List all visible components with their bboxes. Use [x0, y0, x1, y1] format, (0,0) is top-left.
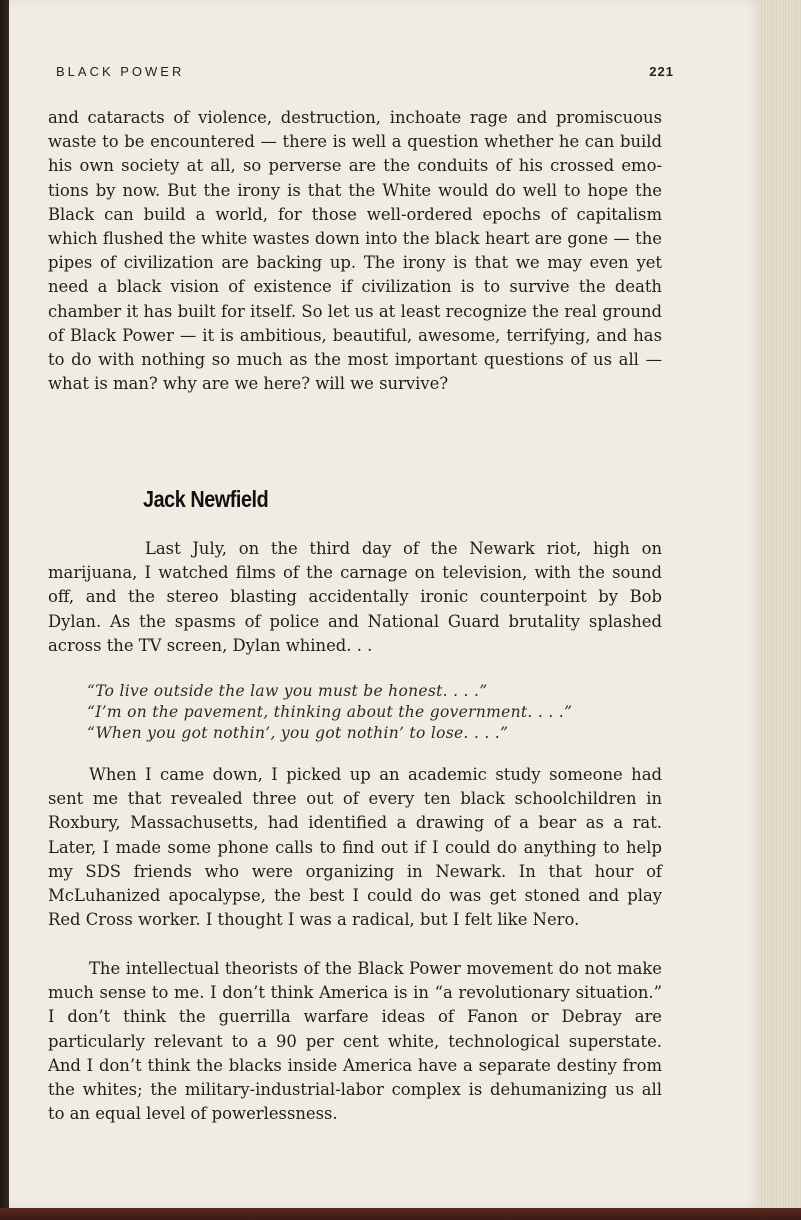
verse-quote — [87, 681, 647, 744]
book-cover-edge — [0, 1208, 801, 1220]
page-edges — [761, 0, 801, 1212]
verse-line: “When you got nothin’, you got nothin’ to lose. . . .” — [87, 724, 509, 742]
continuation-paragraph: and cataracts of violence, destruction, inchoate rage and promiscuous waste to be encountered — there is well a question whether he can build his own society at all, so perverse are the conduits of his crossed emotions by now. But the irony is that the White would do well to hope the Black can build a world, for those well-ordered epochs of capitalism which flushed the white wastes down into the black heart are gone — the pipes of civilization are backing up. The irony is that we may even yet need a black vision of existence if civilization is to survive the death chamber it has built for itself. So let us at least recognize the real ground of Black Power — it is ambitious, beautiful, awesome, terrifying, and has to do with nothing so much as the most important questions of us all — what is man? why are we here? will we survive? — [48, 108, 662, 394]
book-binding — [0, 0, 9, 1220]
body-paragraph: Last July, on the third day of the Newark riot, high on marijuana, I watched films of the carnage on television, with the sound off, and the stereo blasting accidentally ironic counterpoint by Bob Dylan. As the spasms of police and National Guard brutality splashed across the TV screen, Dylan whined. . . — [48, 539, 662, 655]
section-author-heading: Jack Newfield — [143, 486, 269, 512]
verse-line: “To live outside the law you must be honest. . . .” — [87, 682, 488, 700]
body-paragraph: The intellectual theorists of the Black Power movement do not make much sense to me. I don’t think America is in “a revolutionary situation.” I don’t think the guerrilla warfare ideas of Fanon or Debray are particularly relevant to a 90 per cent white, technological superstate. And I don’t think the blacks inside America have a separate destiny from the whites; the military-industrial-labor complex is dehumanizing us all to an equal level of powerlessness. — [48, 959, 662, 1124]
running-header — [56, 64, 674, 84]
verse-line: “I’m on the pavement, thinking about the government. . . .” — [87, 703, 573, 721]
page-number: 221 — [649, 64, 674, 79]
running-title: BLACK POWER — [56, 64, 185, 79]
body-paragraph: When I came down, I picked up an academic study someone had sent me that revealed three out of every ten black schoolchildren in Roxbury, Massachusetts, had identified a drawing of a bear as a rat. Later, I made some phone calls to find out if I could do anything to help my SDS friends who were organizing in Newark. In that hour of McLuhanized apocalypse, the best I could do was get stoned and play Red Cross worker. I thought I was a radical, but I felt like Nero. — [48, 765, 662, 930]
